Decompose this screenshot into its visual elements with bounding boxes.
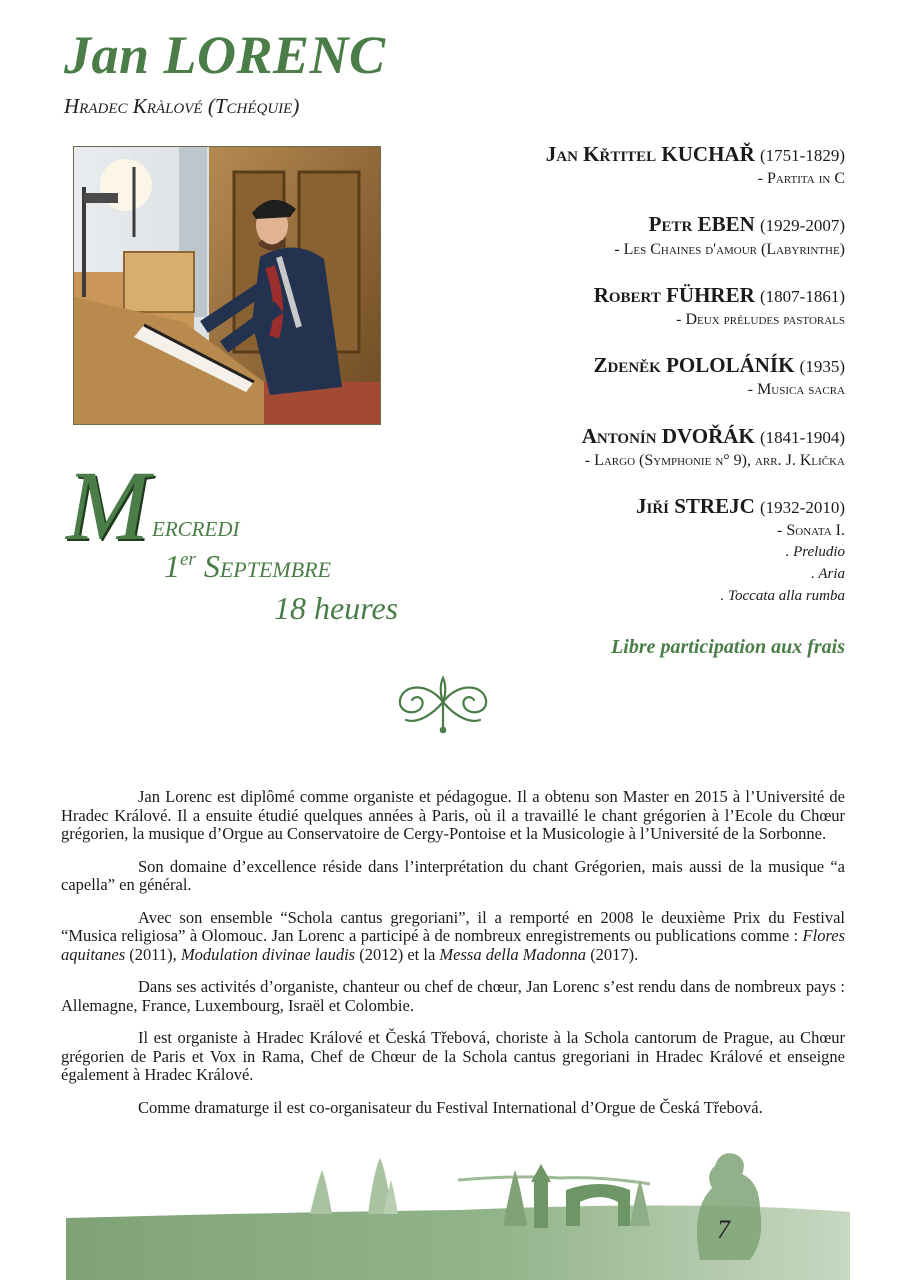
bio-paragraph: Son domaine d’excellence réside dans l’interprétation du chant Grégorien, mais aussi de la musique “a capella” en général. [61,856,845,894]
piece-title: - Musica sacra [747,381,845,399]
recording-title: Modulation divinae laudis [180,944,356,964]
piece-movement: . Preludio [785,544,845,561]
composer-dates: (1751-1829) [760,146,845,165]
performer-city: Hradec Kràlové (Tchéquie) [64,94,300,118]
landscape-silhouette-icon [0,1140,906,1280]
composer-line [425,212,845,237]
bio-text: (2012) et la [355,944,440,964]
composer-dates: (1807-1861) [760,286,845,306]
composer-dates: (1841-1904) [760,427,845,447]
date-weekday: ercredi [152,510,240,543]
piece-movement: . Aria [811,566,845,582]
organist-photo [73,146,381,425]
composer-dates: (1932-2010) [760,497,845,517]
program-work [425,494,845,608]
bio-paragraph [61,909,845,965]
piece-movement: . Toccata alla rumba [720,587,845,604]
program-work [425,142,845,190]
composer-name: Jiří STREJC [635,493,755,518]
flourish-ornament-icon [388,672,498,734]
composer-line [425,353,845,378]
piece-title: - Sonata I. [777,522,845,540]
bio-text: (2017). [586,944,639,964]
bio-text: Avec son ensemble “Schola cantus gregoriani”, il a remporté en 2008 le deuxième Prix du Festival “Musica religiosa” à Olomouc. Jan Lorenc a participé à de nombreux enregistrements ou publications comme : [61,907,845,945]
piece-title: - Largo (Symphonie n° 9), arr. J. Klička [584,451,845,469]
program-work [425,212,845,260]
date-day-month [164,548,331,585]
composer-name: Zdeněk POLOLÁNÍK [593,353,795,378]
program-work [425,424,845,472]
composer-dates: (1929-2007) [760,216,845,236]
composer-name: Petr EBEN [648,212,755,237]
date-day-suffix: er [180,549,196,570]
piece-title: - Deux préludes pastorals [676,310,845,328]
page-number: 7 [717,1215,730,1244]
recording-title: Messa della Madonna [439,944,587,964]
date-hour: 18 heures [274,590,399,626]
bio-paragraph: Dans ses activités d’organiste, chanteur ou chef de chœur, Jan Lorenc s’est rendu dans de nombreux pays : Allemagne, France, Luxembourg, Israël et Colombie. [61,977,845,1015]
free-participation-note: Libre participation aux frais [611,636,845,658]
performer-name: Jan LORENC [64,25,386,85]
bio-paragraph: Comme dramaturge il est co-organisateur du Festival International d’Orgue de Česká Třebová. [138,1097,763,1117]
date-initial: M [66,450,150,561]
composer-line [425,283,845,308]
composer-line [425,142,845,167]
composer-line [425,494,845,519]
concert-program [425,142,845,630]
organist-photo-icon [74,147,380,424]
concert-date [60,450,420,632]
composer-dates: (1935) [799,357,845,377]
bio-text: (2011), [125,944,181,964]
composer-name: Robert FÜHRER [593,282,755,307]
composer-name: Jan Křtitel KUCHAŘ [545,142,755,166]
piece-title: - Partita in C [757,170,845,188]
composer-name: Antonín DVOŘÁK [581,423,755,448]
composer-line [425,424,845,449]
biography [61,788,845,1131]
piece-title: - Les Chaines d'amour (Labyrinthe) [614,240,845,258]
bio-paragraph: Il est organiste à Hradec Králové et Česká Třebová, choriste à la Schola cantorum de Prague, au Chœur grégorien de Paris et Vox in Rama, Chef de Chœur de la Schola cantus gregoriani in Hradec Králové et enseigne également à Hradec Králové. [61,1028,845,1084]
bio-paragraph: Jan Lorenc est diplômé comme organiste et pédagogue. Il a obtenu son Master en 2015 à l’Université de Hradec Králové. Il a ensuite étudié quelques années à Paris, où il a travaillé le chant grégorien à l’Ecole du Chœur grégorien, la musique d’Orgue au Conservatoire de Cergy-Pontoise et la Musicologie à l’Université de la Sorbonne. [61,787,845,843]
program-work [425,353,845,401]
date-month: Septembre [195,548,332,584]
program-work [425,283,845,331]
recording-title: Flores aquitanes [61,926,845,964]
date-day: 1 [164,548,180,584]
